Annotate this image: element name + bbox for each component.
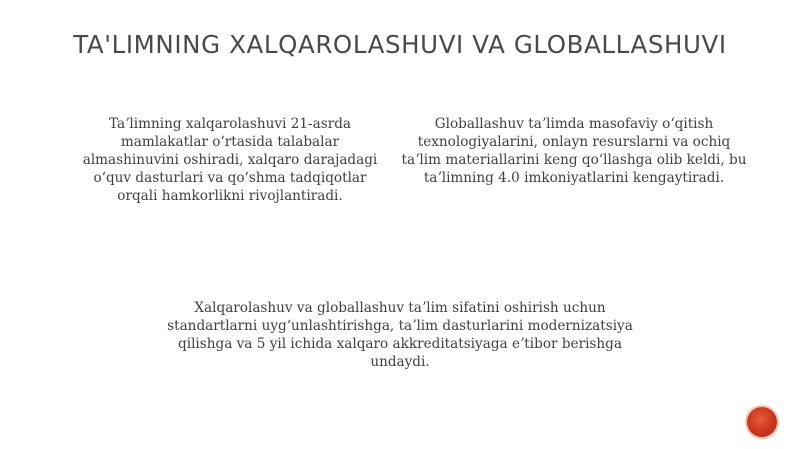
right-text-block: Globallashuv taʼlimda masofaviy oʻqitish texnologiyalarini, onlayn resurslarni va ochiq taʼlim materiallarini keng qoʻllashga olib keldi, bu taʼlimning 4.0 imkoniyatlarini kengaytiradi. — [401, 116, 747, 186]
slide-nav-button[interactable] — [747, 407, 777, 437]
bottom-text-block: Xalqarolashuv va globallashuv taʼlim sifatini oshirish uchun standartlarni uygʻunlashtirishga, taʼlim dasturlarini modernizatsiya qilishga va 5 yil ichida xalqaro akkreditatsiyaga eʼtibor berishga undaydi. — [167, 300, 633, 370]
left-text-block: Taʼlimning xalqarolashuvi 21-asrda mamlakatlar oʻrtasida talabalar almashinuvini oshiradi, xalqaro darajadagi oʻquv dasturlari va qoʻshma tadqiqotlar orqali hamkorlikni rivojlantiradi. — [82, 116, 378, 204]
slide-title: TA'LIMNING XALQAROLASHUVI VA GLOBALLASHUVI — [73, 30, 727, 59]
